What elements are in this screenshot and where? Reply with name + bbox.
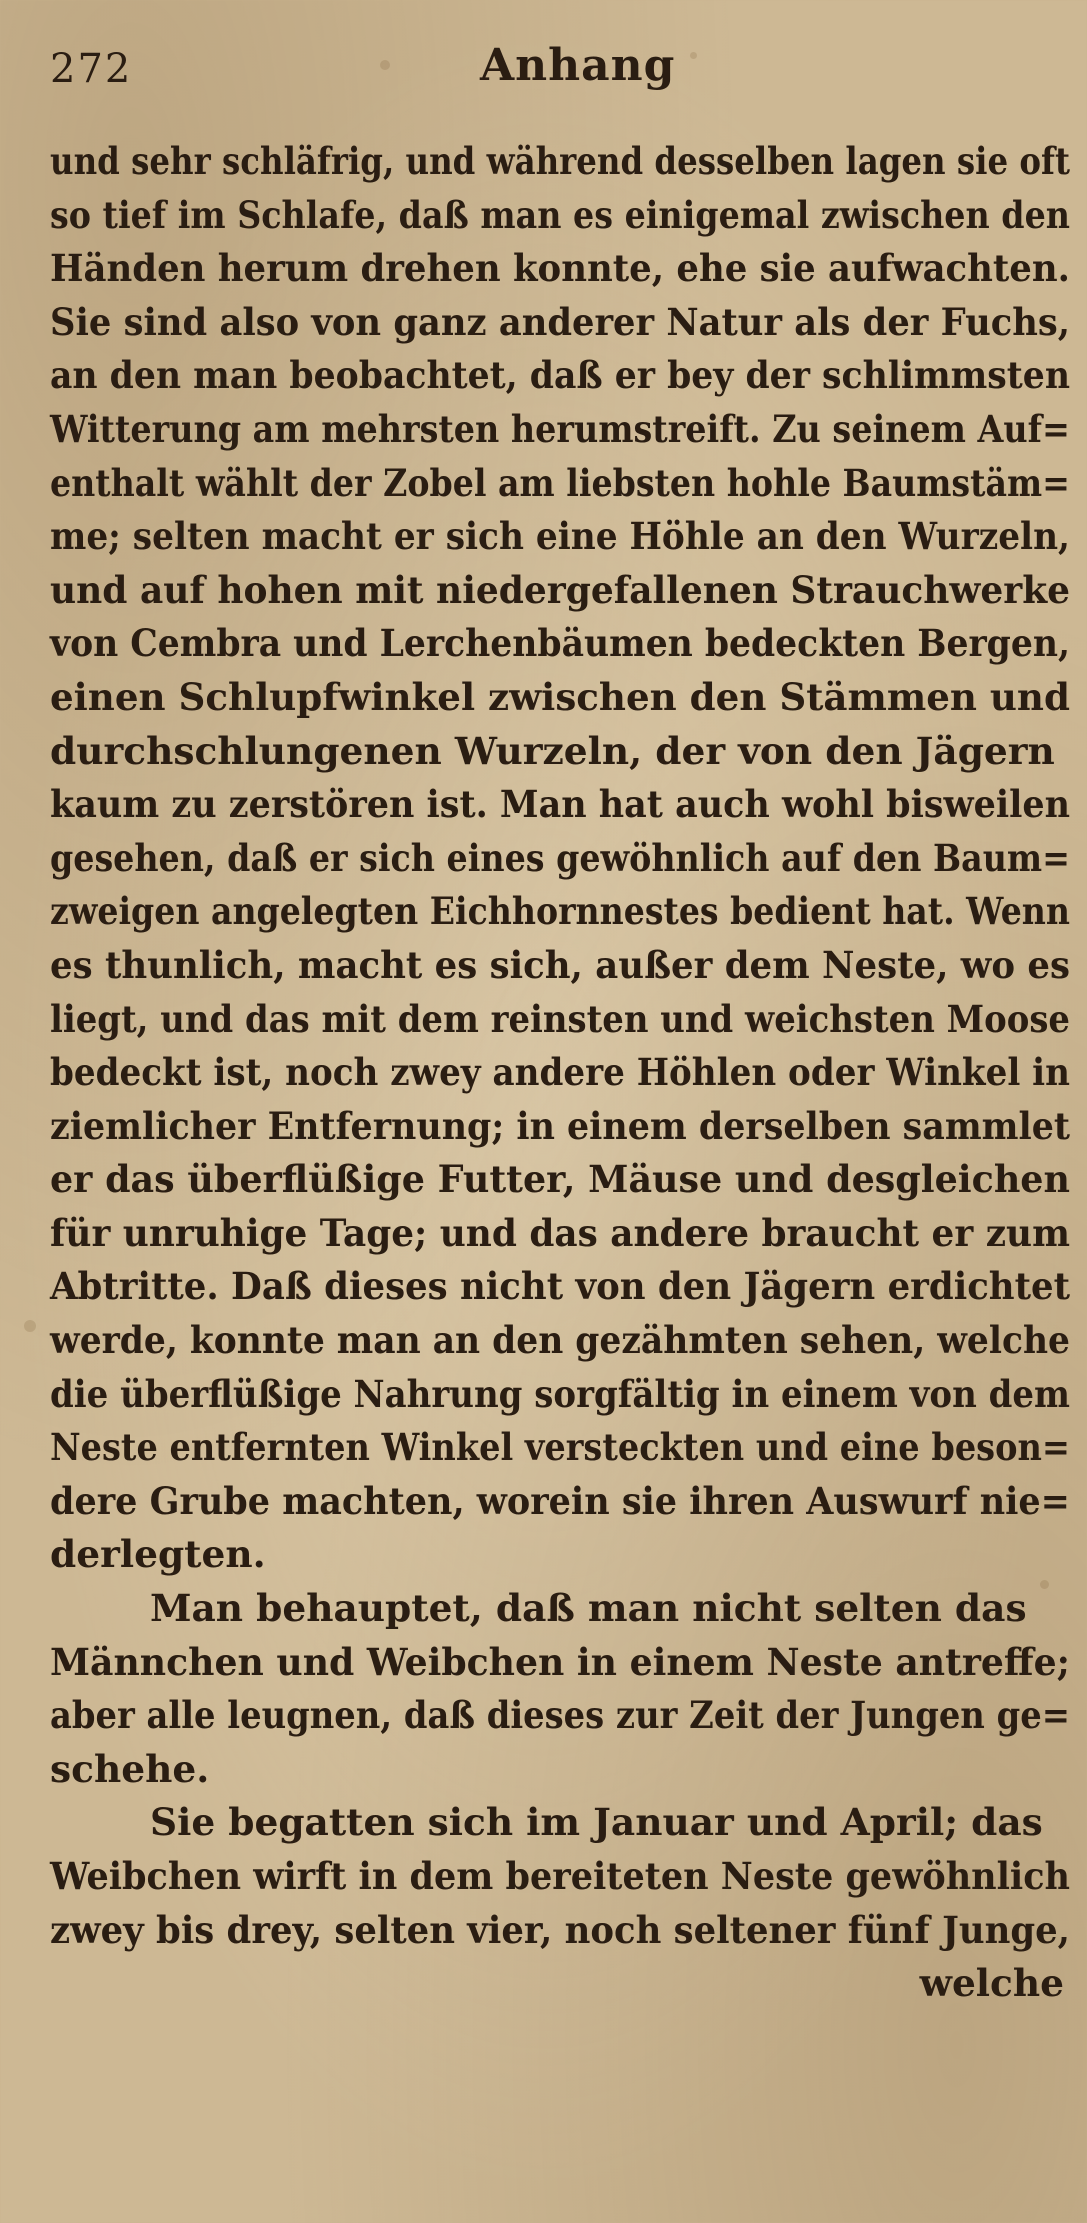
text-line: Witterung am mehrsten herumstreift. Zu seinem Auf= <box>50 406 1070 451</box>
text-line: enthalt wählt der Zobel am liebsten hohle Baumstäm= <box>50 460 1070 505</box>
text-line: durchschlungenen Wurzeln, der von den Jägern <box>50 728 1055 773</box>
text-line: Neste entfernten Winkel versteckten und eine beson= <box>50 1425 1070 1470</box>
text-line: werde, konnte man an den gezähmten sehen, welche <box>50 1318 1070 1363</box>
text-line: er das überflüßige Futter, Mäuse und desgleichen <box>50 1157 1070 1202</box>
page-header <box>50 40 1037 100</box>
text-line: derlegten. <box>50 1532 266 1577</box>
text-line: me; selten macht er sich eine Höhle an den Wurzeln, <box>50 514 1070 559</box>
text-line: schehe. <box>50 1746 210 1791</box>
text-line: die überflüßige Nahrung sorgfältig in einem von dem <box>50 1371 1070 1416</box>
text-line: an den man beobachtet, daß er bey der schlimmsten <box>50 353 1070 398</box>
text-line: und auf hohen mit niedergefallenen Strauchwerke <box>50 567 1070 612</box>
text-line: aber alle leugnen, daß dieses zur Zeit der Jungen ge= <box>50 1693 1070 1738</box>
text-line: Sie begatten sich im Januar und April; das <box>150 1800 1043 1845</box>
text-line: zwey bis drey, selten vier, noch seltener fünf Junge, <box>50 1907 1070 1952</box>
text-line: ziemlicher Entfernung; in einem derselben sammlet <box>50 1103 1070 1148</box>
text-line: liegt, und das mit dem reinsten und weichsten Moose <box>50 996 1070 1041</box>
text-line: so tief im Schlafe, daß man es einigemal zwischen den <box>50 192 1070 237</box>
paper-stain <box>24 1320 36 1332</box>
text-line: Männchen und Weibchen in einem Neste antreffe; <box>50 1639 1070 1684</box>
body-text <box>50 135 1070 2011</box>
text-line: bedeckt ist, noch zwey andere Höhlen oder Winkel in <box>50 1050 1070 1095</box>
text-line: Man behauptet, daß man nicht selten das <box>150 1586 1027 1631</box>
text-line: von Cembra und Lerchenbäumen bedeckten Bergen, <box>50 621 1070 666</box>
text-line: Weibchen wirft in dem bereiteten Neste gewöhnlich <box>50 1854 1070 1898</box>
text-line: Sie sind also von ganz anderer Natur als der Fuchs, <box>50 299 1070 344</box>
running-title: Anhang <box>480 40 676 91</box>
text-line: einen Schlupfwinkel zwischen den Stämmen und <box>50 674 1070 719</box>
catchword: welche <box>919 1961 1064 2006</box>
text-line: und sehr schläfrig, und während desselben lagen sie oft <box>50 139 1070 183</box>
text-line: kaum zu zerstören ist. Man hat auch wohl bisweilen <box>50 782 1070 827</box>
text-line: es thunlich, macht es sich, außer dem Neste, wo es <box>50 942 1070 987</box>
text-line: für unruhige Tage; und das andere braucht er zum <box>50 1210 1070 1255</box>
text-line: Händen herum drehen konnte, ehe sie aufwachten. <box>50 246 1070 291</box>
page-number: 272 <box>50 46 133 92</box>
text-line: zweigen angelegten Eichhornnestes bedient hat. Wenn <box>50 889 1070 934</box>
text-line: gesehen, daß er sich eines gewöhnlich auf den Baum= <box>50 835 1070 880</box>
text-line: dere Grube machten, worein sie ihren Auswurf nie= <box>50 1478 1070 1523</box>
text-line: Abtritte. Daß dieses nicht von den Jägern erdichtet <box>50 1264 1070 1309</box>
